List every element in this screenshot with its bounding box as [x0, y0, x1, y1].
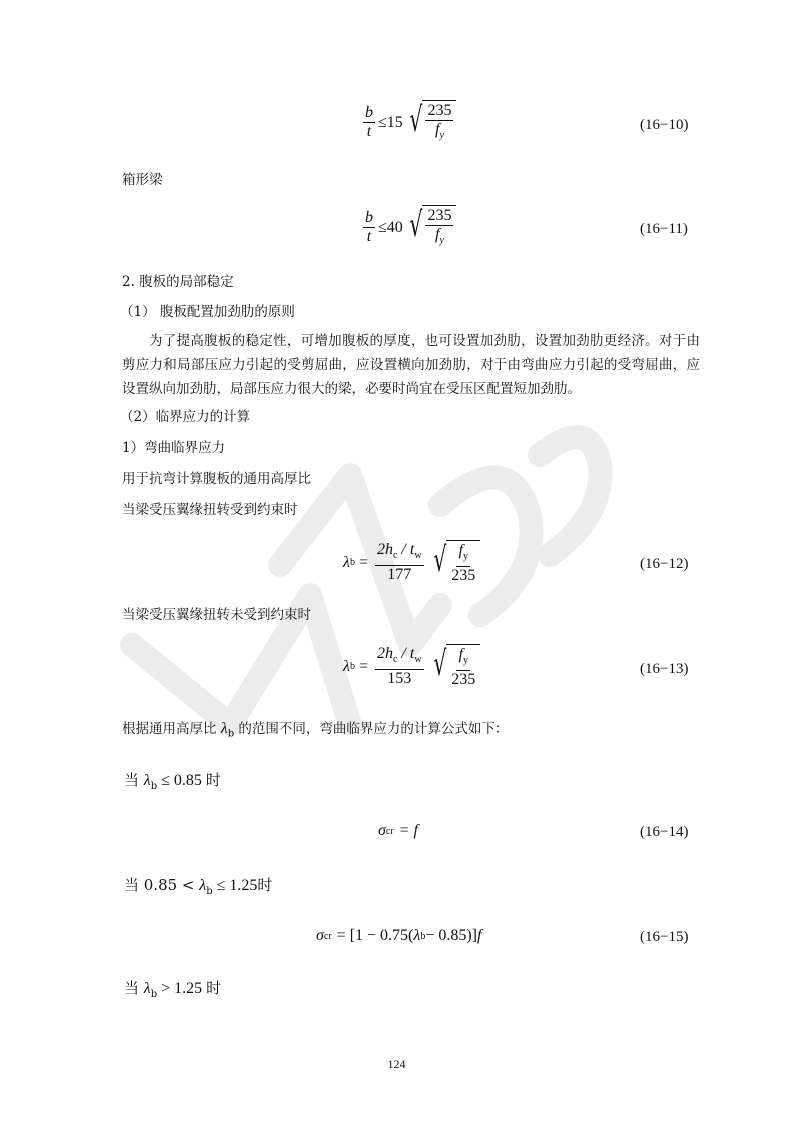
condition-case-1 — [124, 771, 221, 796]
equation-number: (16−11) — [640, 221, 688, 237]
text: 的范围不同，弯曲临界应力的计算公式如下： — [234, 721, 509, 737]
section-heading: 2. 腹板的局部稳定 — [122, 274, 234, 290]
subscript: b — [349, 557, 355, 569]
subscript: c — [392, 654, 398, 666]
sigma-symbol: σ — [378, 822, 386, 839]
condition: ≤ 0.85 — [157, 772, 206, 789]
sqrt-symbol: √ $\frac{f_y}{235}$ — [429, 540, 481, 585]
equation-number: (16−12) — [640, 556, 689, 572]
subscript: w — [414, 654, 422, 666]
condition-case-2 — [124, 876, 272, 901]
eq-numerator: b — [365, 104, 373, 122]
condition: ≤ 1.25 — [212, 877, 258, 894]
page-number: 124 — [387, 1057, 406, 1071]
text: 时 — [257, 876, 273, 894]
equation-16-10 — [360, 100, 456, 145]
eq-denominator: t — [366, 228, 372, 246]
radicand-denominator: 235 — [451, 567, 476, 585]
sigma-symbol: σ — [316, 927, 324, 944]
text: 当 — [124, 771, 144, 789]
subscript: b — [150, 781, 158, 792]
numerator-part: / t — [397, 541, 415, 558]
lambda-symbol: λ — [343, 553, 350, 571]
eq-numerator: b — [365, 209, 373, 227]
text: 根据通用高厚比 — [122, 721, 221, 737]
subscript: cr — [323, 930, 332, 942]
subscript: y — [439, 130, 444, 142]
radicand-denominator: f — [435, 121, 440, 138]
text: 当 — [124, 979, 144, 997]
sqrt-symbol: √ $\frac{235}{f_y}$ — [405, 205, 457, 250]
text-line: 当梁受压翼缘扭转受到约束时 — [122, 502, 298, 518]
sqrt-symbol: √ $\frac{235}{f_y}$ — [405, 100, 457, 145]
condition: > 1.25 — [157, 980, 207, 997]
equation-16-14 — [378, 822, 418, 840]
body-paragraph: 为了提高腹板的稳定性，可增加腹板的厚度，也可设置加劲肋，设置加劲肋更经济。对于由剪应力和局部压应力引起的受剪屈曲，应设置横向加劲肋，对于由弯曲应力引起的受弯屈曲，应设置纵向加劲肋，局部压应力很大的梁，必要时尚宜在受压区配置短加劲肋。 — [122, 333, 700, 397]
lambda-symbol: λ — [343, 657, 350, 675]
equation-16-15 — [316, 927, 481, 945]
item-heading: 1）弯曲临界应力 — [122, 440, 226, 456]
eq-denominator: t — [366, 123, 372, 141]
radicand-denominator: 235 — [451, 671, 476, 689]
subscript: b — [420, 930, 426, 942]
box-beam-label: 箱形梁 — [122, 172, 163, 188]
radicand-denominator: f — [435, 226, 440, 243]
text: 时 — [205, 771, 221, 789]
rhs-part: − 0.85)] — [425, 927, 477, 944]
radicand-numerator: f — [458, 646, 463, 663]
text: 当 0.85 < — [124, 876, 200, 894]
equation-number: (16−14) — [640, 824, 689, 840]
radicand-numerator: 235 — [427, 207, 452, 224]
lambda-symbol: λ — [220, 720, 228, 737]
radicand-numerator: 235 — [427, 102, 452, 119]
text: 时 — [206, 979, 222, 997]
subscript: b — [349, 661, 355, 673]
subscript: b — [227, 728, 235, 740]
text-line: 用于抗弯计算腹板的通用高厚比 — [122, 471, 311, 487]
lambda-symbol: λ — [413, 927, 421, 944]
equation-number: (16−15) — [640, 929, 689, 945]
subsection-heading: （1） 腹板配置加劲肋的原则 — [120, 304, 295, 320]
subscript: c — [392, 550, 398, 562]
numerator: 2h — [376, 541, 393, 558]
equals-sign: = — [358, 553, 368, 571]
eq-relation: ≤ — [378, 113, 387, 131]
equation-16-11 — [360, 205, 456, 250]
equation-16-13 — [343, 644, 480, 689]
radicand-numerator: f — [458, 542, 463, 559]
lambda-symbol: λ — [143, 772, 151, 789]
rhs-f: f — [477, 927, 482, 944]
eq-relation: ≤ — [378, 218, 387, 236]
numerator-part: / t — [397, 645, 415, 662]
condition-case-3 — [124, 979, 221, 1004]
subscript: y — [439, 235, 444, 247]
equals-sign: = — [358, 657, 368, 675]
subscript: w — [414, 550, 422, 562]
rhs: = f — [398, 822, 418, 839]
equation-number: (16−13) — [640, 661, 689, 677]
sqrt-symbol: √ $\frac{f_y}{235}$ — [429, 644, 481, 689]
eq-coefficient: 40 — [386, 218, 403, 236]
rhs-part: = [1 − 0.75( — [336, 927, 414, 944]
numerator: 2h — [376, 645, 393, 662]
subscript: b — [150, 989, 158, 1000]
text-line: 当梁受压翼缘扭转未受到约束时 — [122, 607, 311, 623]
subsection-heading: （2）临界应力的计算 — [120, 409, 251, 425]
subscript: y — [462, 551, 468, 563]
denominator: 153 — [387, 670, 412, 688]
text-line — [122, 720, 508, 744]
subscript: cr — [385, 825, 394, 837]
equation-number: (16−10) — [640, 117, 689, 133]
subscript: b — [206, 886, 213, 897]
lambda-symbol: λ — [143, 980, 151, 997]
lambda-symbol: λ — [199, 877, 207, 894]
eq-coefficient: 15 — [386, 113, 403, 131]
subscript: y — [462, 655, 468, 667]
denominator: 177 — [387, 566, 412, 584]
equation-16-12 — [343, 540, 480, 585]
